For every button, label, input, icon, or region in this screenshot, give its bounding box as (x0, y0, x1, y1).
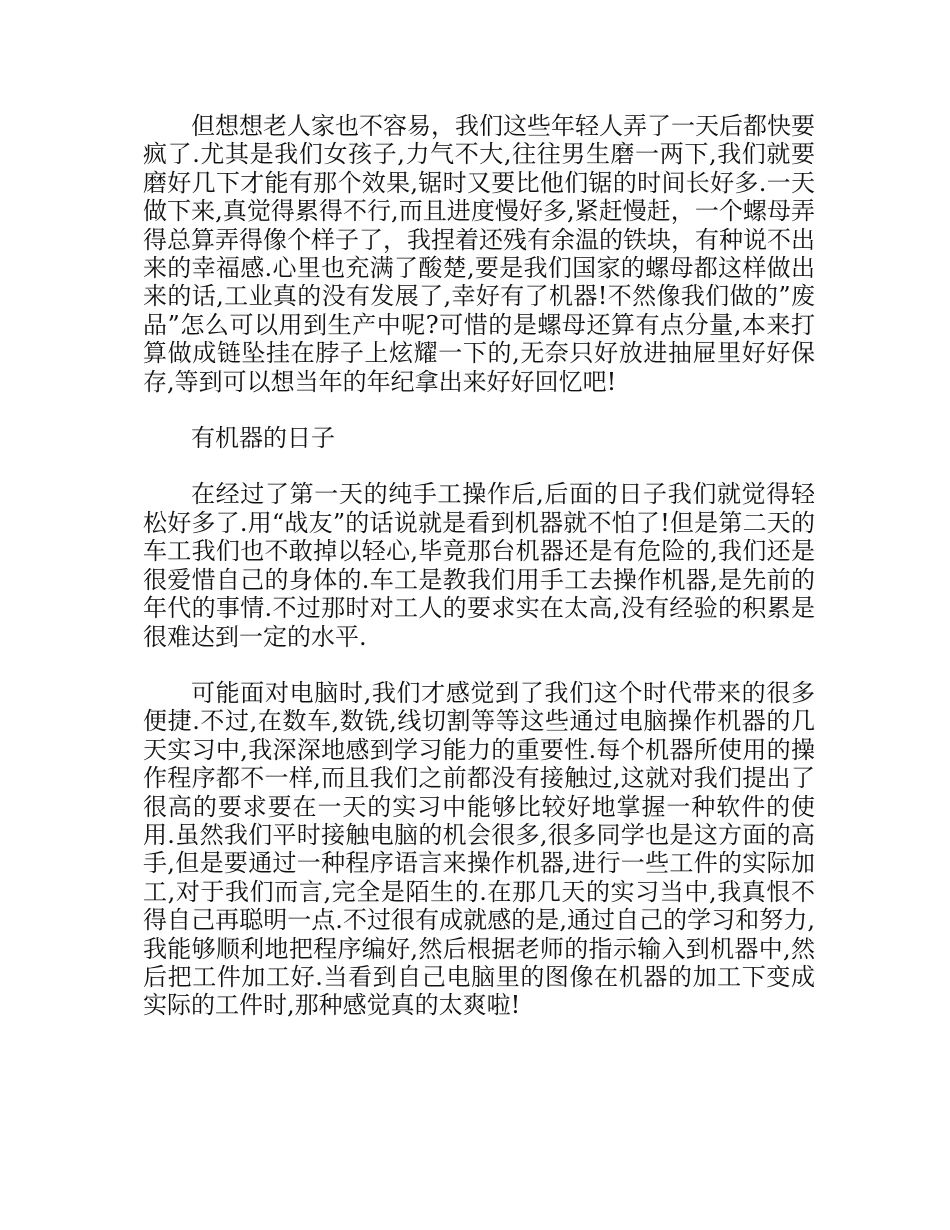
paragraph-gap (143, 651, 815, 679)
paragraph-1: 但想想老人家也不容易，我们这些年轻人弄了一天后都快要疯了.尤其是我们女孩子,力气不大,往往男生磨一两下,我们就要磨好几下才能有那个效果,锯时又要比他们锯的时间长好多.一天做下来,真觉得累得不行,而且进度慢好多,紧赶慢赶，一个螺母弄得总算弄得像个样子了，我捏着还残有余温的铁块，有种说不出来的幸福感.心里也充满了酸楚,要是我们国家的螺母都这样做出来的话,工业真的没有发展了,幸好有了机器!不然像我们做的”废品”怎么可以用到生产中呢?可惜的是螺母还算有点分量,本来打算做成链坠挂在脖子上炫耀一下的,无奈只好放进抽屉里好好保存,等到可以想当年的年纪拿出来好好回忆吧! (143, 112, 815, 396)
paragraph-2: 在经过了第一天的纯手工操作后,后面的日子我们就觉得轻松好多了.用“战友”的话说就是看到机器就不怕了!但是第二天的车工我们也不敢掉以轻心,毕竟那台机器还是有危险的,我们还是很爱惜自己的身体的.车工是教我们用手工去操作机器,是先前的年代的事情.不过那时对工人的要求实在太高,没有经验的积累是很难达到一定的水平. (143, 480, 815, 651)
document-body (143, 112, 815, 1020)
section-heading: 有机器的日子 (191, 424, 335, 453)
paragraph-gap (143, 396, 815, 424)
paragraph-gap (143, 452, 815, 480)
paragraph-3: 可能面对电脑时,我们才感觉到了我们这个时代带来的很多便捷.不过,在数车,数铣,线切割等等这些通过电脑操作机器的几天实习中,我深深地感到学习能力的重要性.每个机器所使用的操作程序都不一样,而且我们之前都没有接触过,这就对我们提出了很高的要求要在一天的实习中能够比较好地掌握一种软件的使用.虽然我们平时接触电脑的机会很多,很多同学也是这方面的高手,但是要通过一种程序语言来操作机器,进行一些工件的实际加工,对于我们而言,完全是陌生的.在那几天的实习当中,我真恨不得自己再聪明一点.不过很有成就感的是,通过自己的学习和努力,我能够顺利地把程序编好,然后根据老师的指示输入到机器中,然后把工件加工好.当看到自己电脑里的图像在机器的加工下变成实际的工件时,那种感觉真的太爽啦! (143, 678, 815, 1020)
